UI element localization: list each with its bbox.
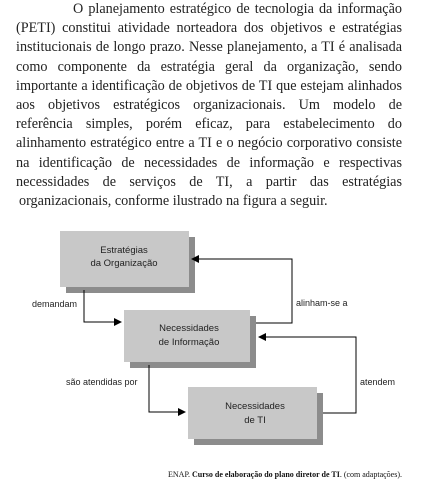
box-info-needs-line1: Necessidades <box>159 323 219 334</box>
edge-label-atendidas: são atendidas por <box>66 377 138 387</box>
box-strategies-line2: da Organização <box>90 258 158 269</box>
paragraph-line: O planejamento estratégico de tecnologia da informação <box>73 1 402 17</box>
paragraph-line: alinhamento estratégico entre a TI e o negócio corporativo consiste <box>16 135 402 152</box>
box-strategies-line1: Estratégias <box>100 245 148 256</box>
source-prefix: ENAP. <box>168 470 193 479</box>
box-it-needs-line2: de TI <box>244 415 266 426</box>
paragraph-line: institucionais de longo prazo. Nesse planejamento, a TI é analisada <box>16 39 402 56</box>
source-suffix: . (com adaptações). <box>339 470 403 479</box>
paragraph-line: necessidades de serviços de TI, a partir das estratégias <box>16 173 402 190</box>
paragraph-line: organizacionais, conforme ilustrado na figura a seguir. <box>19 193 328 210</box>
box-info-needs <box>124 310 256 368</box>
box-fill <box>188 387 317 439</box>
edge-label-demandam: demandam <box>32 299 78 309</box>
edge-label-atendem: atendem <box>360 377 396 387</box>
box-strategies <box>60 231 195 293</box>
box-it-needs-line1: Necessidades <box>225 401 285 412</box>
source-title: Curso de elaboração do plano diretor de TI <box>192 470 340 479</box>
paragraph-line: (PETI) constitui atividade norteadora dos objetivos e estratégias <box>16 20 402 37</box>
box-info-needs-line2: de Informação <box>158 337 220 348</box>
arrow-demandam <box>84 290 121 322</box>
paragraph-line: aos objetivos estratégicos organizacionais. Um modelo de <box>16 97 402 114</box>
paragraph-line: referência simples, porém eficaz, para estabelecimento do <box>16 116 402 133</box>
paragraph-line: como componente da estratégia geral da organização, sendo <box>16 58 402 75</box>
box-fill <box>124 310 250 362</box>
box-it-needs <box>188 387 323 445</box>
figure-source <box>168 470 422 479</box>
paragraph-line: na identificação de necessidades de informação e respectivas <box>16 154 402 171</box>
arrow-atendidas <box>149 365 185 412</box>
edge-label-alinham: alinham-se a <box>296 298 348 308</box>
paragraph-line: importante a identificação de objetivos de TI que estejam alinhados <box>16 77 402 94</box>
